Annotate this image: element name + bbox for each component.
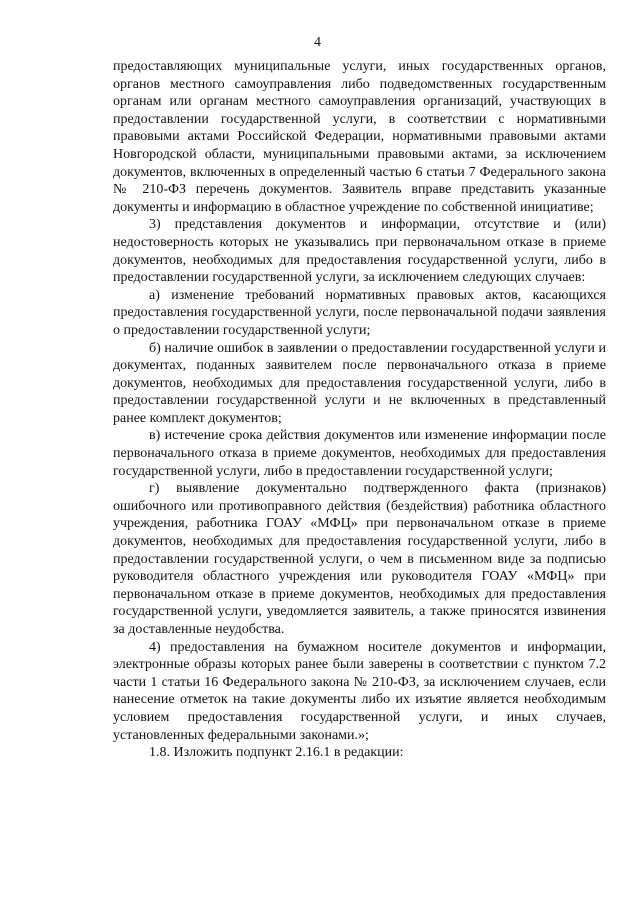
- paragraph-subitem-v: в) истечение срока действия документов или изменение информации после первоначального отказа в приеме документов, необходимых для предоставления государственной услуги, либо в предоставлении государственной услуги;: [113, 428, 606, 479]
- document-body: [113, 58, 606, 762]
- page-number: 4: [314, 35, 321, 50]
- paragraph-item-1-8: 1.8. Изложить подпункт 2.16.1 в редакции:: [149, 745, 404, 761]
- paragraph-subitem-b: б) наличие ошибок в заявлении о предоставлении государственной услуги и документах, поданных заявителем после первоначального отказа в приеме документов, необходимых для предоставления государственной услуги, либо в предоставлении государственной услуги и не включенных в представленный ранее комплект документов;: [113, 340, 606, 426]
- paragraph-item-3: 3) представления документов и информации, отсутствие и (или) недостоверность которых не указывались при первоначальном отказе в приеме документов, необходимых для предоставления государственной услуги, либо в предоставлении государственной услуги, за исключением следующих случаев:: [113, 217, 606, 286]
- paragraph-subitem-a: а) изменение требований нормативных правовых актов, касающихся предоставления государственной услуги, после первоначальной подачи заявления о предоставлении государственной услуги;: [113, 287, 606, 338]
- paragraph-item-4: 4) предоставления на бумажном носителе документов и информации, электронные образы которых ранее были заверены в соответствии с пунктом 7.2 части 1 статьи 16 Федерального закона № 210-ФЗ, за исключением случаев, если нанесение отметок на такие документы либо их изъятие является необходимым условием предоставления государственной услуги, и иных случаев, установленных федеральными законами.»;: [113, 639, 606, 743]
- paragraph-continuation: предоставляющих муниципальные услуги, иных государственных органов, органов местного самоуправления либо подведомственных государственным органам или органам местного самоуправления организаций, участвующих в предоставлении государственной услуги, в соответствии с нормативными правовыми актами Российской Федерации, нормативными правовыми актами Новгородской области, муниципальными правовыми актами, за исключением документов, включенных в определенный частью 6 статьи 7 Федерального закона № 210-ФЗ перечень документов. Заявитель вправе представить указанные документы и информацию в областное учреждение по собственной инициативе;: [113, 59, 606, 215]
- paragraph-subitem-g: г) выявление документально подтвержденного факта (признаков) ошибочного или противоправного действия (бездействия) работника областного учреждения, работника ГОАУ «МФЦ» при первоначальном отказе в приеме документов, необходимых для предоставления государственной услуги, либо в предоставлении государственной услуги, о чем в письменном виде за подписью руководителя областного учреждения или руководителя ГОАУ «МФЦ» при первоначальном отказе в приеме документов, необходимых для предоставления государственной услуги, уведомляется заявитель, а также приносятся извинения за доставленные неудобства.: [113, 481, 606, 637]
